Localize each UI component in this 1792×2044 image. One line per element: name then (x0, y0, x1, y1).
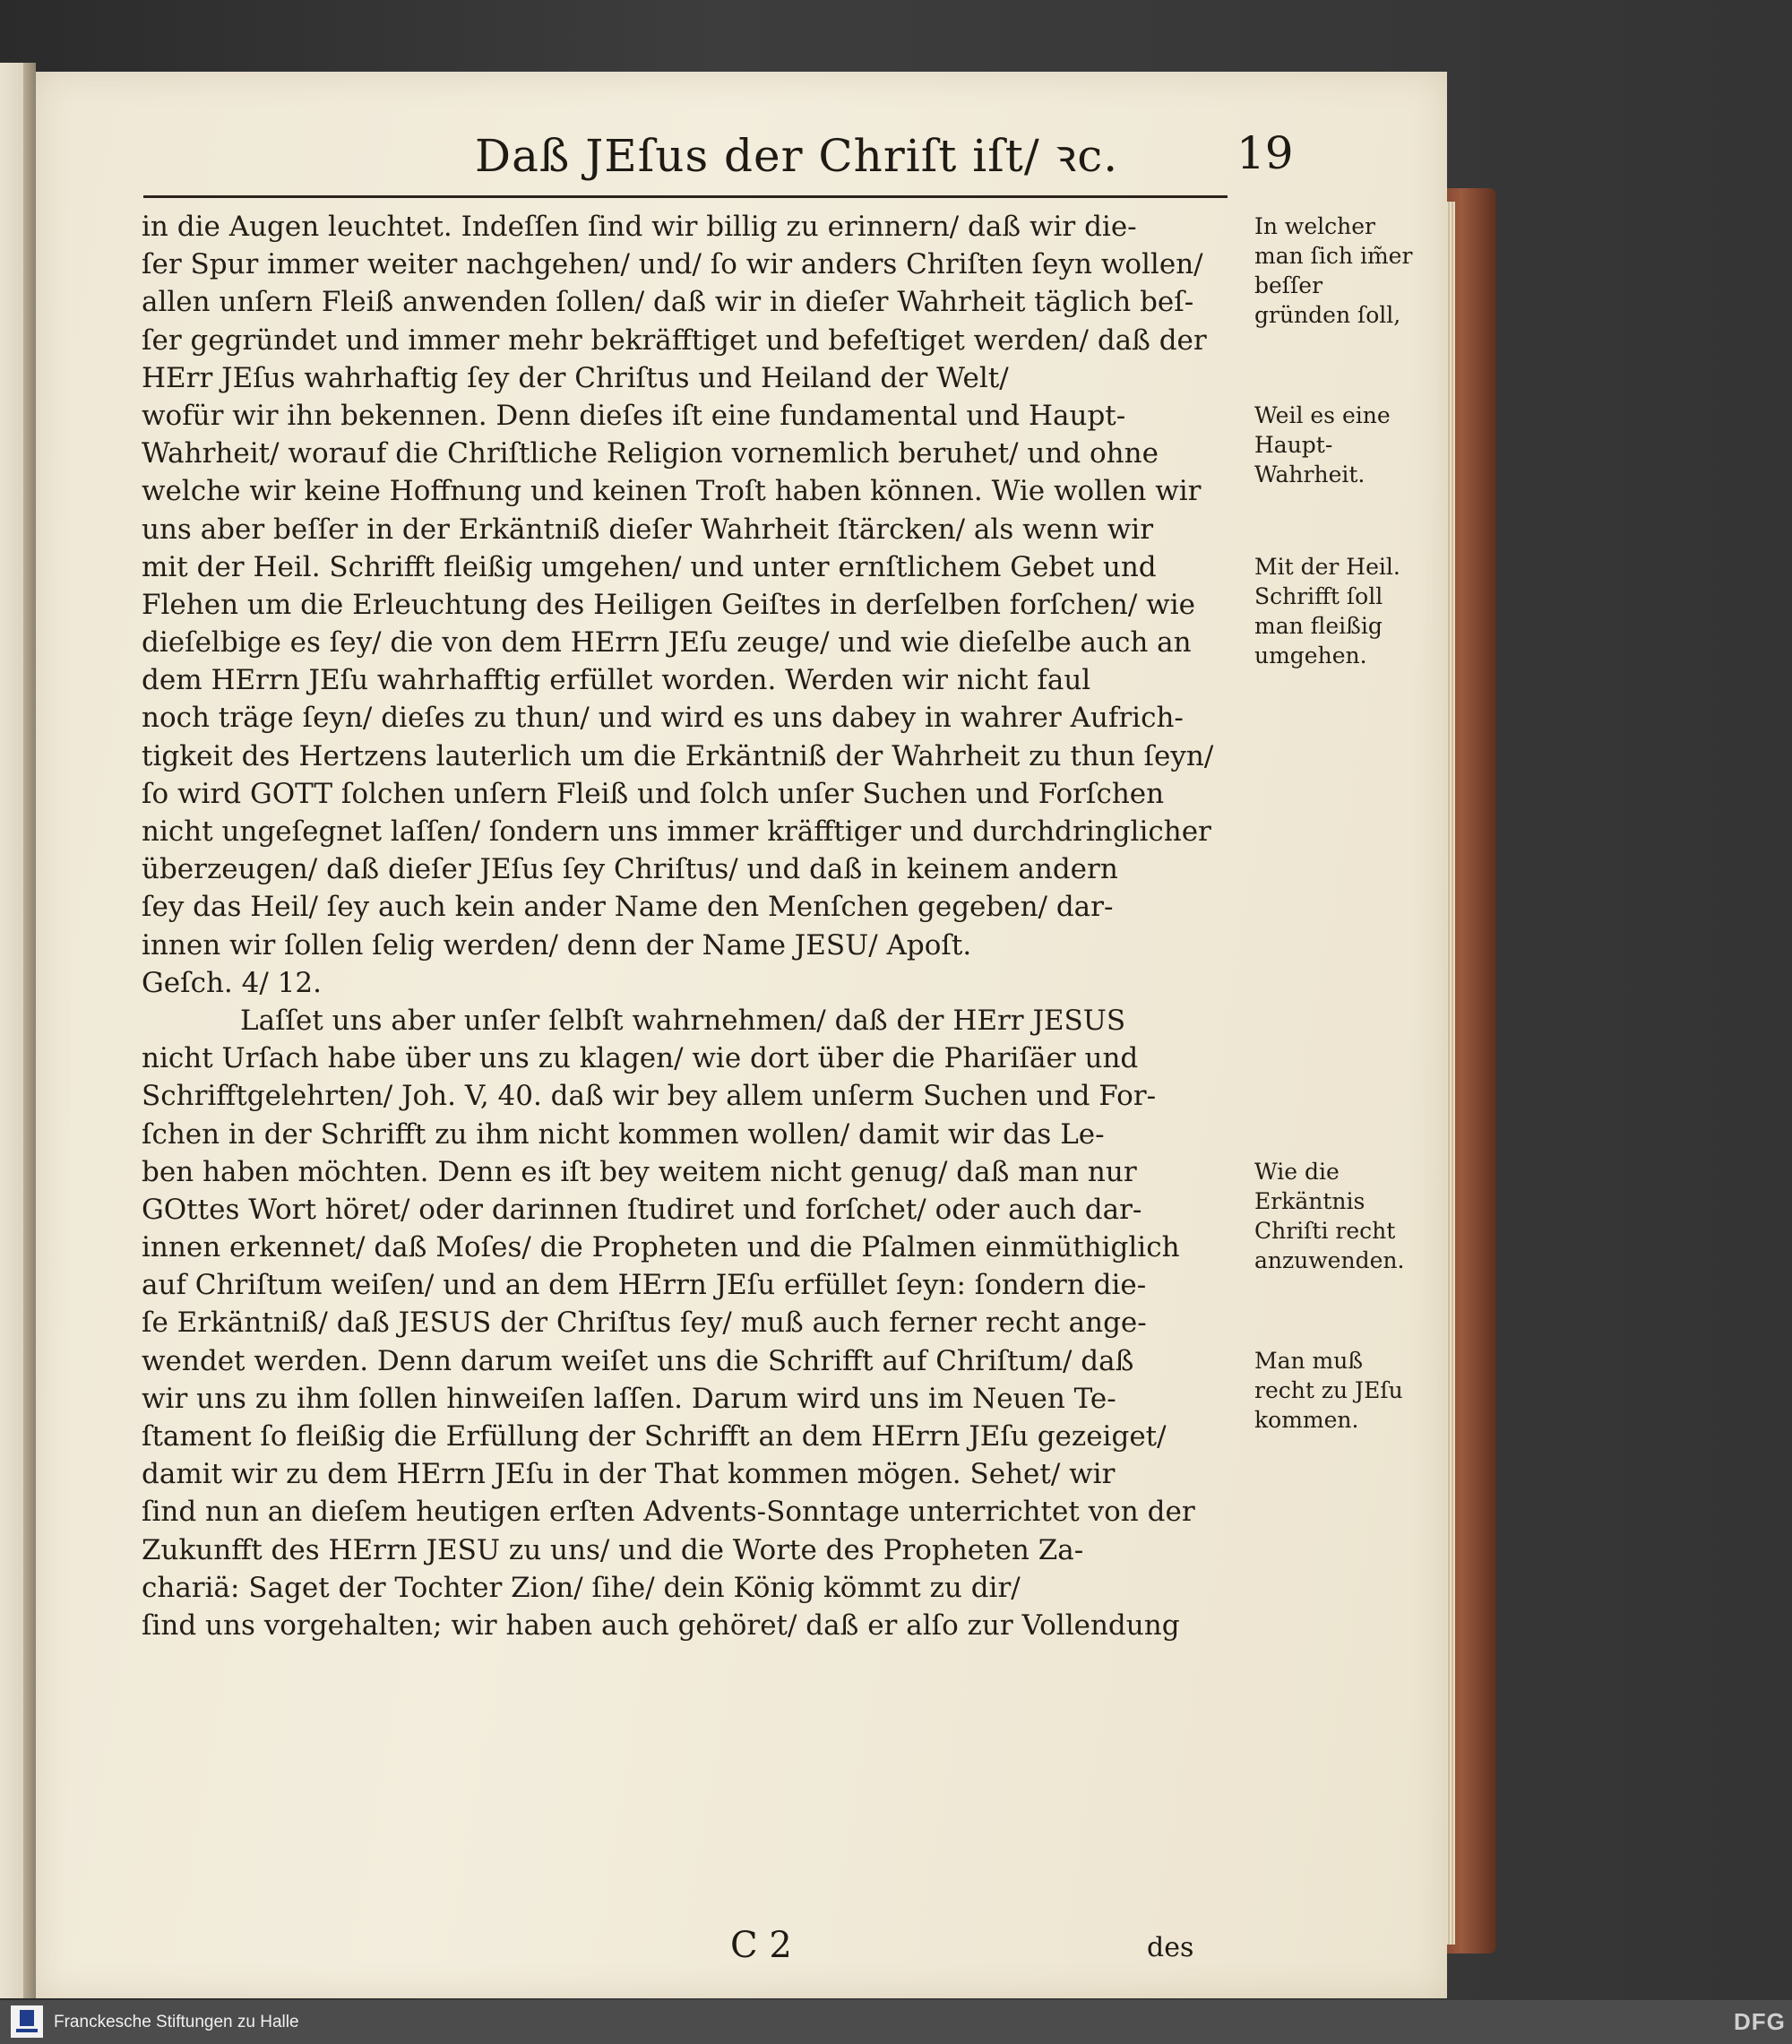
catchword: des (1147, 1932, 1194, 1963)
text-line: HErr JEſus wahrhaftig ſey der Chriſtus und Heiland der Welt/ (142, 361, 1009, 394)
text-line: chariä: Saget der Tochter Zion/ ſihe/ dein König kömmt zu dir/ (142, 1571, 1021, 1604)
text-line: uns aber beſſer in der Erkäntniß dieſer Wahrheit ſtärcken/ als wenn wir (142, 513, 1154, 546)
margin-note: Weil es eine Haupt-Wahrheit. (1254, 402, 1391, 487)
text-line: Wahrheit/ worauf die Chriſtliche Religion vornemlich beruhet/ und ohne (142, 437, 1159, 470)
body-text (142, 208, 1248, 1644)
foundation-logo-icon (11, 2005, 43, 2038)
margin-note: Man muß recht zu JEſu kommen. (1254, 1348, 1403, 1433)
margin-note: In welcher man ſich im̃er beſſer gründen ſoll, (1254, 213, 1413, 328)
text-line: nicht Urſach habe über uns zu klagen/ wie dort über die Phariſäer und (142, 1042, 1139, 1075)
text-line: auf Chriſtum weiſen/ und an dem HErrn JEſu erfüllet ſeyn: ſondern die- (142, 1269, 1147, 1302)
text-line: innen wir ſollen ſelig werden/ denn der Name JESU/ Apoſt. (142, 928, 972, 962)
text-line: ſer gegründet und immer mehr bekräfftiget und befeſtiget werden/ daß der (142, 323, 1207, 357)
running-title: Daß JEſus der Chriſt iſt/ ꝛc. (475, 130, 1119, 182)
text-line: ſchen in der Schrifft zu ihm nicht kommen wollen/ damit wir das Le- (142, 1117, 1105, 1151)
text-line: überzeugen/ daß dieſer JEſus ſey Chriſtus/ und daß in keinem andern (142, 853, 1118, 886)
text-line: tigkeit des Hertzens lauterlich um die Erkäntniß der Wahrheit zu thun ſeyn/ (142, 739, 1214, 772)
text-line: ſind nun an dieſem heutigen erſten Advents-Sonntage unterrichtet von der (142, 1496, 1195, 1529)
text-line: Schrifftgelehrten/ Joh. V, 40. daß wir bey allem unſerm Suchen und For- (142, 1080, 1157, 1113)
text-line: Geſch. 4/ 12. (142, 966, 322, 999)
text-line: wofür wir ihn bekennen. Denn dieſes iſt eine fundamental und Haupt- (142, 399, 1126, 432)
page-header (125, 124, 1425, 195)
text-line: Flehen um die Erleuchtung des Heiligen Geiſtes in derſelben forſchen/ wie (142, 588, 1195, 621)
text-line: noch träge ſeyn/ dieſes zu thun/ und wird es uns dabey in wahrer Aufrich- (142, 702, 1184, 735)
text-line: dem HErrn JEſu wahrhafftig erfüllet worden. Werden wir nicht faul (142, 664, 1091, 697)
text-line: GOttes Wort höret/ oder darinnen ſtudiret und forſchet/ oder auch dar- (142, 1193, 1142, 1226)
margin-note: Wie die Erkäntnis Chriſti recht anzuwenden. (1254, 1159, 1405, 1273)
margin-note: Mit der Heil. Schrifft ſoll man fleißig umgehen. (1254, 553, 1400, 668)
text-line: ſe Erkäntniß/ daß JESUS der Chriſtus ſey/ muß auch ferner recht ange- (142, 1307, 1147, 1340)
text-line: innen erkennet/ daß Moſes/ die Propheten und die Pſalmen einmüthiglich (142, 1231, 1180, 1264)
text-line: nicht ungeſegnet laſſen/ ſondern uns immer kräfftiger und durchdringlicher (142, 815, 1211, 848)
text-line: ſer Spur immer weiter nachgehen/ und/ ſo wir anders Chriſten ſeyn wollen/ (142, 248, 1203, 281)
text-line: dieſelbige es ſey/ die von dem HErrn JEſu zeuge/ und wie dieſelbe auch an (142, 626, 1192, 660)
header-rule (143, 195, 1228, 198)
dfg-logo[interactable]: DFG (1734, 2008, 1786, 2035)
text-line: ſey das Heil/ ſey auch kein ander Name den Menſchen gegeben/ dar- (142, 891, 1114, 924)
text-line: mit der Heil. Schrifft fleißig umgehen/ und unter ernſtlichem Gebet und (142, 550, 1157, 583)
text-line: ſind uns vorgehalten; wir haben auch gehöret/ daß er alſo zur Vollendung (142, 1608, 1180, 1642)
page-number: 19 (1236, 127, 1294, 179)
book-page (36, 72, 1447, 1998)
institution-name[interactable]: Franckesche Stiftungen zu Halle (54, 2013, 299, 2031)
text-line: welche wir keine Hoffnung und keinen Troſt haben können. Wie wollen wir (142, 475, 1202, 508)
text-line: wendet werden. Denn darum weiſet uns die Schrifft auf Chriſtum/ daß (142, 1344, 1134, 1377)
text-line: ben haben möchten. Denn es iſt bey weitem nicht genug/ daß man nur (142, 1155, 1137, 1188)
text-line: Zukunfft des HErrn JESU zu uns/ und die Worte des Propheten Za- (142, 1533, 1084, 1566)
text-line: in die Augen leuchtet. Indeſſen ſind wir billig zu erinnern/ daß wir die- (142, 211, 1137, 243)
signature-mark: C 2 (730, 1925, 792, 1966)
text-line: ſtament ſo fleißig die Erfüllung der Schrifft an dem HErrn JEſu gezeiget/ (142, 1420, 1167, 1453)
text-line: damit wir zu dem HErrn JEſu in der That kommen mögen. Sehet/ wir (142, 1458, 1116, 1491)
text-line: wir uns zu ihm ſollen hinweiſen laſſen. Darum wird uns im Neuen Te- (142, 1382, 1116, 1415)
viewer-footer (0, 2000, 1792, 2044)
text-line: ſo wird GOTT ſolchen unſern Fleiß und ſolch unſer Suchen und Forſchen (142, 777, 1165, 810)
text-line: Laſſet uns aber unſer ſelbſt wahrnehmen/ daß der HErr JESUS (240, 1004, 1126, 1037)
gutter-shadow (23, 63, 36, 1998)
text-line: allen unſern Fleiß anwenden ſollen/ daß wir in dieſer Wahrheit täglich beſ- (142, 286, 1194, 319)
